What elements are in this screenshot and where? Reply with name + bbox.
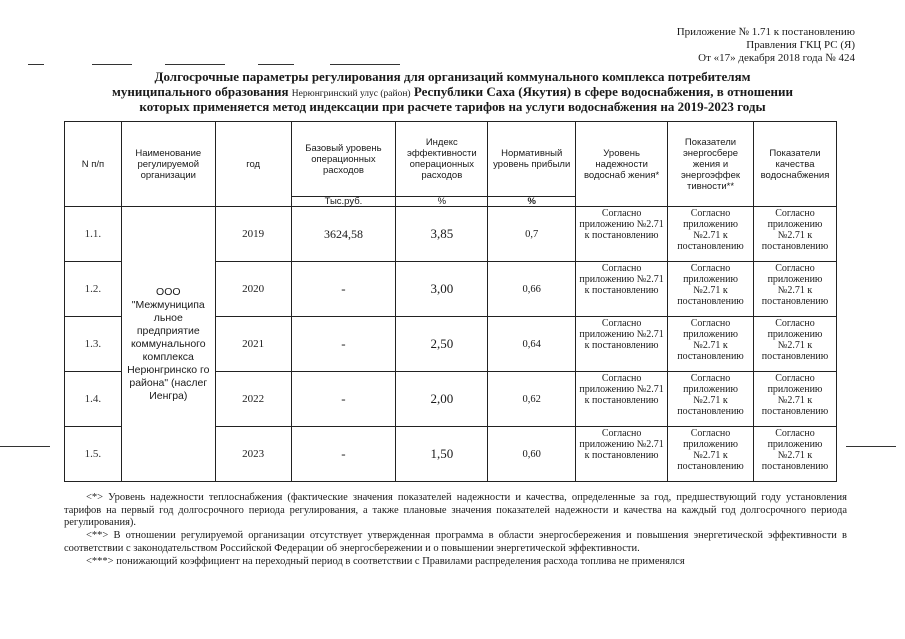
cell-text: Согласно приложению №2.71 к постановлению	[761, 373, 829, 417]
cell-text: Согласно приложению №2.71 к постановлению	[579, 428, 664, 461]
row-year: 2023	[215, 427, 291, 482]
scan-dash	[846, 446, 896, 447]
header-org: Наименование регулируемой организации	[121, 122, 215, 207]
row-index: 3,85	[396, 207, 488, 262]
header-energy: Показатели энергосбере жения и энергоэффек тивности**	[668, 122, 754, 207]
footnote-1: <*> Уровень надежности теплоснабжения (фактические значения показателей надежности и качества, определенные за год, предшествующий году установления тарифов на первый год долгосрочного периода регулирования, а также плановые значения показателей надежности и качества на каждый год долгосрочного периода регулирования).	[64, 492, 847, 528]
row-energy	[668, 427, 754, 482]
organization-name: ООО "Межмуниципа льное предприятие коммунального комплекса Нерюнгринско го района" (наслег Иенгра)	[121, 207, 215, 482]
cell-text: Согласно приложению №2.71 к постановлению	[761, 318, 829, 362]
document-title-line-3: которых применяется метод индексации при расчете тарифов на услуги водоснабжения на 2019-2023 годы	[139, 99, 766, 114]
row-year: 2020	[215, 262, 291, 317]
row-reliability	[576, 207, 668, 262]
board-line: Правления ГКЦ РС (Я)	[746, 39, 855, 51]
date-number-line: От «17» декабря 2018 года № 424	[698, 52, 855, 64]
row-profit: 0,64	[488, 317, 576, 372]
header-reliability: Уровень надежности водоснаб жения*	[576, 122, 668, 207]
row-base: -	[291, 427, 396, 482]
header-num: N п/п	[65, 122, 122, 207]
scan-dash	[28, 64, 44, 65]
row-profit: 0,66	[488, 262, 576, 317]
row-index: 3,00	[396, 262, 488, 317]
row-index: 2,00	[396, 372, 488, 427]
row-num: 1.1.	[65, 207, 122, 262]
row-num: 1.5.	[65, 427, 122, 482]
row-index: 2,50	[396, 317, 488, 372]
row-num: 1.4.	[65, 372, 122, 427]
row-base: 3624,58	[291, 207, 396, 262]
table-row	[65, 207, 837, 262]
cell-text: Согласно приложению №2.71 к постановлению	[761, 208, 829, 252]
row-quality	[753, 372, 836, 427]
row-year: 2019	[215, 207, 291, 262]
cell-text: Согласно приложению №2.71 к постановлению	[677, 428, 744, 472]
cell-text: Согласно приложению №2.71 к постановлению	[677, 373, 744, 417]
row-reliability	[576, 427, 668, 482]
row-reliability	[576, 262, 668, 317]
row-profit: 0,60	[488, 427, 576, 482]
row-quality	[753, 317, 836, 372]
header-year: год	[215, 122, 291, 207]
row-energy	[668, 207, 754, 262]
row-profit: 0,7	[488, 207, 576, 262]
row-reliability	[576, 317, 668, 372]
cell-text: Согласно приложению №2.71 к постановлению	[579, 263, 664, 296]
appendix-line: Приложение № 1.71 к постановлению	[676, 26, 855, 38]
unit-base: Тыс.руб.	[291, 197, 396, 207]
document-title-line-1: Долгосрочные параметры регулирования для организаций коммунального комплекса потребителям	[154, 69, 751, 84]
unit-index: %	[396, 197, 488, 207]
row-quality	[753, 207, 836, 262]
header-profit: Нормативный уровень прибыли	[488, 122, 576, 197]
row-energy	[668, 317, 754, 372]
row-num: 1.2.	[65, 262, 122, 317]
cell-text: Согласно приложению №2.71 к постановлению	[761, 428, 829, 472]
row-index: 1,50	[396, 427, 488, 482]
row-year: 2022	[215, 372, 291, 427]
row-energy	[668, 372, 754, 427]
municipality-name: Нерюнгринский улус (район)	[291, 89, 411, 99]
header-index: Индекс эффективности операционных расходов	[396, 122, 488, 197]
scan-dash	[258, 64, 294, 65]
row-year: 2021	[215, 317, 291, 372]
table-header-row	[65, 122, 837, 197]
scan-dash	[92, 64, 132, 65]
row-reliability	[576, 372, 668, 427]
footnote-3: <***> понижающий коэффициент на переходный период в соответствии с Правилами распределения расхода топлива не применялся	[86, 556, 685, 567]
row-quality	[753, 427, 836, 482]
row-base: -	[291, 262, 396, 317]
cell-text: Согласно приложению №2.71 к постановлению	[579, 373, 664, 406]
row-profit: 0,62	[488, 372, 576, 427]
row-base: -	[291, 372, 396, 427]
title-part: муниципального образования	[112, 84, 289, 99]
cell-text: Согласно приложению №2.71 к постановлению	[579, 208, 664, 241]
row-num: 1.3.	[65, 317, 122, 372]
scan-dash	[330, 64, 400, 65]
unit-profit: %	[488, 197, 576, 207]
scan-dash	[0, 446, 50, 447]
row-energy	[668, 262, 754, 317]
footnote-2: <**> В отношении регулируемой организации отсутствует утвержденная программа в области энергосбережения и повышения энергетической эффективности в соответствии с законодательством Российской Федерации об энергосбережении и о повышении энергетической эффективности.	[64, 530, 847, 554]
header-base: Базовый уровень операционных расходов	[291, 122, 396, 197]
scan-dash	[165, 64, 225, 65]
cell-text: Согласно приложению №2.71 к постановлению	[579, 318, 664, 351]
cell-text: Согласно приложению №2.71 к постановлению	[677, 318, 744, 362]
title-part: Республики Саха (Якутия) в сфере водоснабжения, в отношении	[413, 84, 793, 99]
parameters-table	[64, 121, 837, 482]
row-base: -	[291, 317, 396, 372]
header-quality: Показатели качества водоснабжения	[753, 122, 836, 207]
cell-text: Согласно приложению №2.71 к постановлению	[677, 263, 744, 307]
row-quality	[753, 262, 836, 317]
cell-text: Согласно приложению №2.71 к постановлению	[677, 208, 744, 252]
cell-text: Согласно приложению №2.71 к постановлению	[761, 263, 829, 307]
